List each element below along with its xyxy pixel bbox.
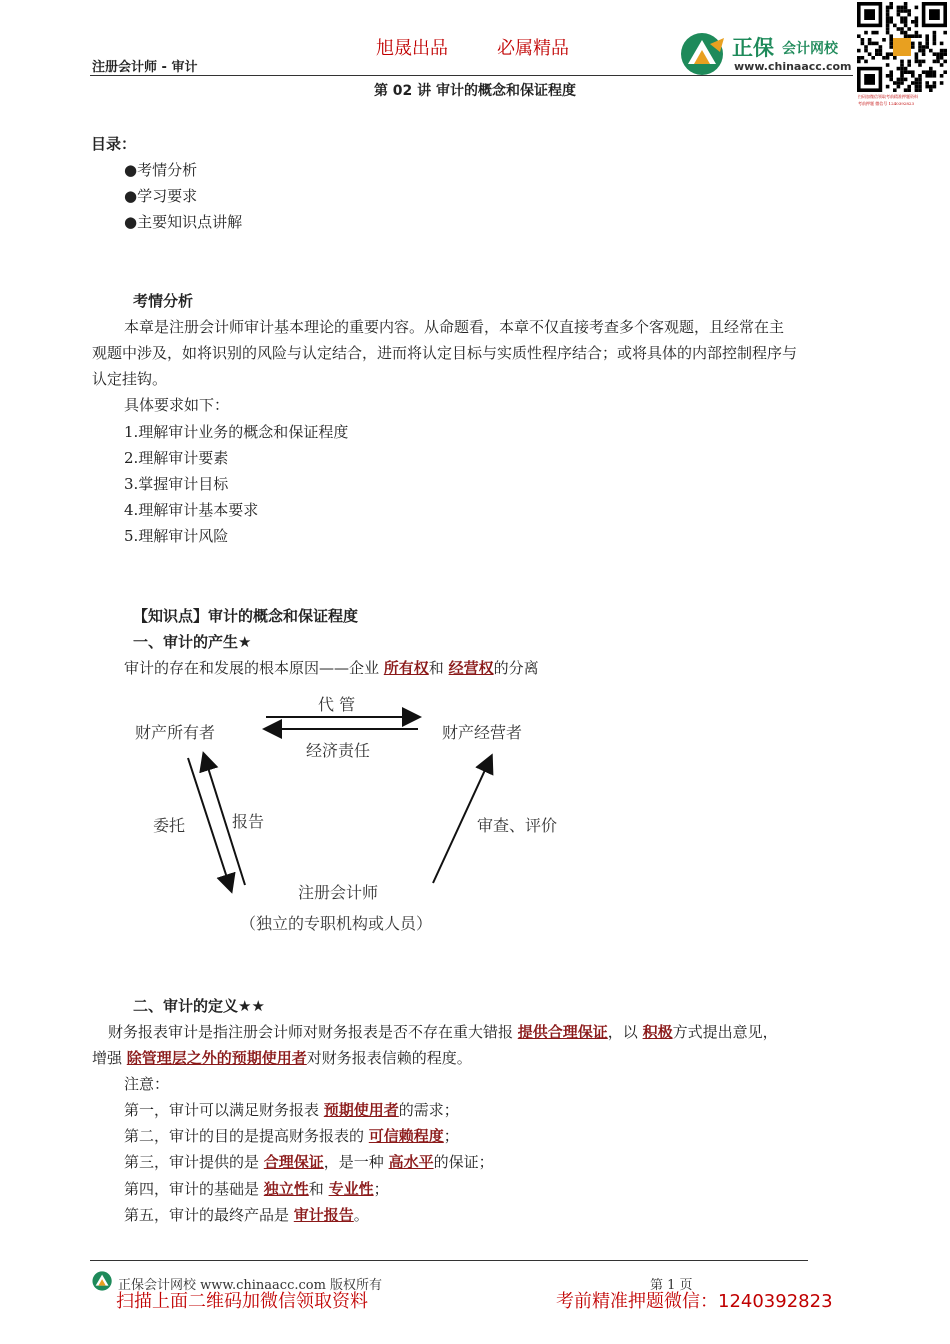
requirement-item: 2.理解审计要素: [124, 449, 229, 467]
qr-code-icon: [857, 2, 947, 92]
note-item: 第五，审计的最终产品是 审计报告。: [124, 1206, 369, 1224]
note-item: 第二，审计的目的是提高财务报表的 可信赖程度；: [124, 1127, 459, 1145]
label-custody: 代 管: [318, 695, 356, 714]
toc-item[interactable]: ●主要知识点讲解: [124, 213, 243, 231]
logo-name: 正保: [732, 36, 774, 60]
footer-copyright: 正保会计网校 www.chinaacc.com 版权所有: [118, 1278, 383, 1293]
requirement-item: 5.理解审计风险: [124, 527, 229, 545]
definition-line: 增强 除管理层之外的预期使用者对财务报表信赖的程度。: [92, 1049, 472, 1067]
note-label: 注意：: [124, 1075, 170, 1093]
audit-relationship-diagram: [100, 685, 620, 940]
promo-right[interactable]: 考前精准押题微信：1240392823: [556, 1291, 833, 1312]
chinaacc-logo[interactable]: [680, 30, 850, 78]
requirement-item: 4.理解审计基本要求: [124, 501, 259, 519]
keyword: 高水平: [388, 1153, 434, 1171]
toc-item[interactable]: ●学习要求: [124, 187, 198, 205]
keyword: 专业性: [328, 1180, 374, 1198]
note-item: 第一，审计可以满足财务报表 预期使用者的需求；: [124, 1101, 459, 1119]
keyword: 审计报告: [293, 1206, 354, 1224]
keyword: 合理保证: [263, 1153, 324, 1171]
qr-caption-2: 考前押题 微信号 1240392823: [858, 101, 914, 106]
keyword: 预期使用者: [323, 1101, 399, 1119]
brand-left: 旭晟出品: [376, 38, 448, 59]
section-heading: 一、审计的产生★: [133, 633, 252, 651]
keyword: 积极: [642, 1023, 673, 1041]
note-item: 第三，审计提供的是 合理保证，是一种 高水平的保证；: [124, 1153, 494, 1171]
brand-right: 必属精品: [497, 38, 569, 59]
node-cpa-note: （独立的专职机构或人员）: [240, 914, 433, 933]
toc-heading: 目录：: [91, 135, 137, 153]
label-report: 报告: [232, 812, 265, 831]
label-review: 审查、评价: [477, 816, 558, 835]
keyword: 独立性: [263, 1180, 309, 1198]
analysis-line: 本章是注册会计师审计基本理论的重要内容。从命题看，本章不仅直接考查多个客观题，且经常在主: [124, 318, 785, 336]
arrow-entrust: [188, 758, 231, 890]
keyword-ownership: 所有权: [383, 659, 429, 677]
label-entrust: 委托: [153, 816, 186, 835]
footer-page-number: 第 1 页: [650, 1278, 693, 1293]
footer-rule: [90, 1260, 808, 1261]
promo-left[interactable]: 扫描上面二维码加微信领取资料: [116, 1291, 368, 1312]
keyword: 可信赖程度: [368, 1127, 444, 1145]
note-item: 第四，审计的基础是 独立性和 专业性；: [124, 1180, 389, 1198]
node-owner: 财产所有者: [135, 723, 216, 742]
node-cpa: 注册会计师: [298, 883, 379, 902]
logo-url: www.chinaacc.com: [734, 60, 852, 73]
requirement-item: 1.理解审计业务的概念和保证程度: [124, 423, 349, 441]
label-accountability: 经济责任: [306, 741, 371, 760]
node-manager: 财产经营者: [442, 723, 523, 742]
qr-caption-1: 扫码加微信领取考前精准押题资料: [858, 94, 918, 99]
analysis-line: 观题中涉及，如将识别的风险与认定结合，进而将认定目标与实质性程序结合；或将具体的内部控制程序与: [92, 344, 798, 362]
analysis-line: 认定挂钩。: [92, 370, 168, 388]
logo-sub: 会计网校: [782, 41, 838, 57]
requirements-intro: 具体要求如下：: [124, 396, 230, 414]
toc-item[interactable]: ●考情分析: [124, 161, 198, 179]
footer-logo-icon: [92, 1270, 114, 1292]
keyword-management: 经营权: [448, 659, 494, 677]
definition-line: 财务报表审计是指注册会计师对财务报表是否不存在重大错报 提供合理保证，以 积极方式提出意见，: [108, 1023, 778, 1041]
header-rule: [90, 75, 853, 76]
logo-mark-icon: [680, 30, 728, 78]
knowledge-heading: 【知识点】审计的概念和保证程度: [133, 607, 359, 625]
course-name: 注册会计师 - 审计: [92, 60, 198, 75]
analysis-heading: 考情分析: [133, 292, 194, 310]
keyword: 除管理层之外的预期使用者: [126, 1049, 307, 1067]
origin-line: 审计的存在和发展的根本原因——企业 所有权和 经营权的分离: [124, 659, 539, 677]
section-heading: 二、审计的定义★★: [133, 997, 265, 1015]
requirement-item: 3.掌握审计目标: [124, 475, 229, 493]
lecture-title: 第 02 讲 审计的概念和保证程度: [373, 83, 577, 99]
keyword: 提供合理保证: [517, 1023, 608, 1041]
